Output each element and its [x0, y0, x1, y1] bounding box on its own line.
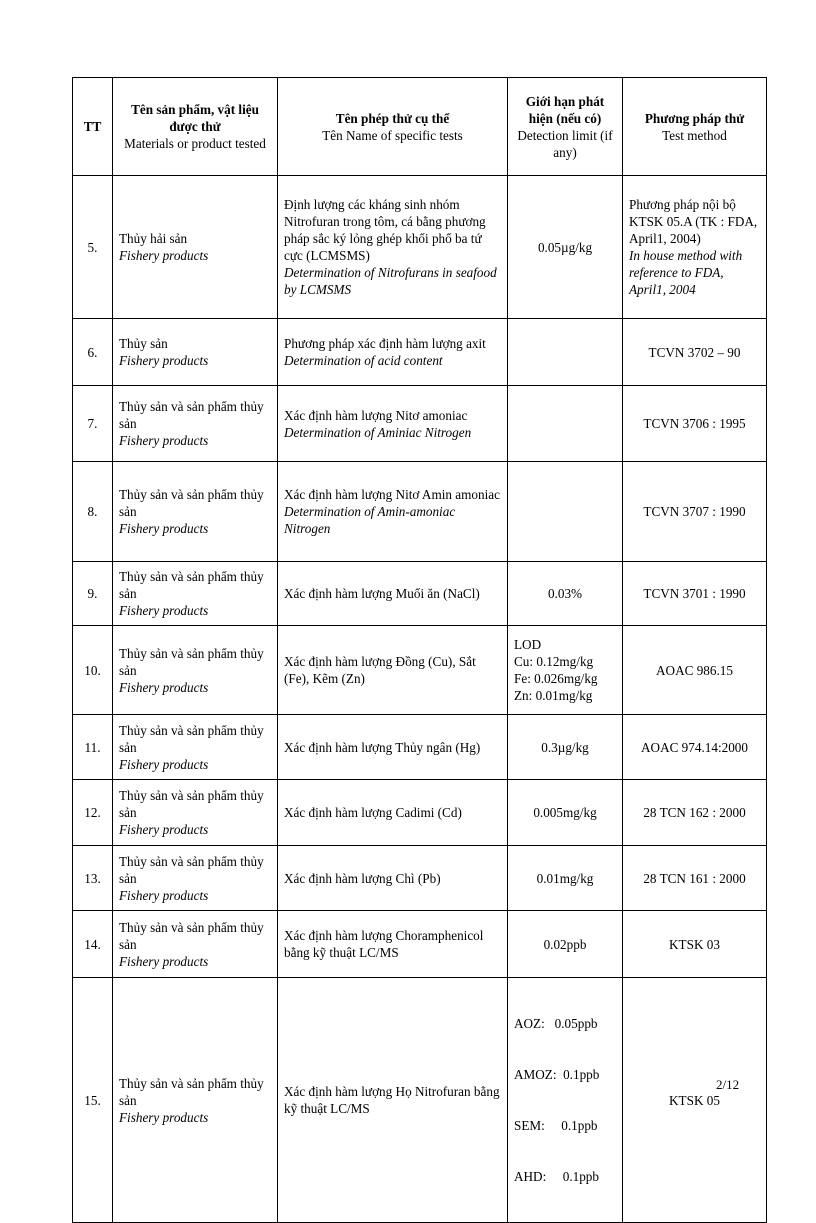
test-cell: Xác định hàm lượng Nitơ Amin amoniac Determination of Amin-amoniac Nitrogen	[278, 462, 508, 562]
test-cell: Xác định hàm lượng Cadimi (Cd)	[278, 780, 508, 846]
row-number: 11.	[73, 715, 113, 780]
table-row	[73, 978, 767, 1223]
product-cell: Thủy sản và sản phẩm thủy sản Fishery products	[113, 562, 278, 626]
table-row	[73, 176, 767, 319]
test-scope-table	[72, 77, 767, 1223]
limit-cell: 0.005mg/kg	[508, 780, 623, 846]
row-number: 14.	[73, 911, 113, 978]
product-cell: Thủy sản và sản phẩm thủy sản Fishery products	[113, 386, 278, 462]
row-number: 10.	[73, 626, 113, 715]
limit-cell: 0.3µg/kg	[508, 715, 623, 780]
test-cell: Xác định hàm lượng Muối ăn (NaCl)	[278, 562, 508, 626]
table-row	[73, 462, 767, 562]
test-cell: Định lượng các kháng sinh nhóm Nitrofuran trong tôm, cá bằng phương pháp sắc ký lỏng ghép khối phổ ba tứ cực (LCMSMS) Determination of Nitrofurans in seafood by LCMSMS	[278, 176, 508, 319]
row-number: 12.	[73, 780, 113, 846]
table-row	[73, 715, 767, 780]
header-method: Phương pháp thử Test method	[623, 78, 767, 176]
method-cell: TCVN 3701 : 1990	[623, 562, 767, 626]
row-number: 8.	[73, 462, 113, 562]
limit-cell: 0.02ppb	[508, 911, 623, 978]
table-row	[73, 562, 767, 626]
test-cell: Xác định hàm lượng Họ Nitrofuran bằng kỹ thuật LC/MS	[278, 978, 508, 1223]
row-number: 7.	[73, 386, 113, 462]
row-number: 13.	[73, 846, 113, 911]
table-row	[73, 626, 767, 715]
method-cell: TCVN 3706 : 1995	[623, 386, 767, 462]
method-cell: TCVN 3707 : 1990	[623, 462, 767, 562]
header-tt: TT	[73, 78, 113, 176]
test-cell: Xác định hàm lượng Chì (Pb)	[278, 846, 508, 911]
table-row	[73, 846, 767, 911]
product-cell: Thủy sản và sản phẩm thủy sản Fishery products	[113, 978, 278, 1223]
product-cell: Thủy sản và sản phẩm thủy sản Fishery products	[113, 626, 278, 715]
method-cell: TCVN 3702 – 90	[623, 319, 767, 386]
method-cell: 28 TCN 161 : 2000	[623, 846, 767, 911]
test-cell: Xác định hàm lượng Đồng (Cu), Sắt (Fe), Kẽm (Zn)	[278, 626, 508, 715]
table-row	[73, 780, 767, 846]
limit-cell	[508, 319, 623, 386]
header-product: Tên sản phẩm, vật liệu được thử Materials or product tested	[113, 78, 278, 176]
header-limit: Giới hạn phát hiện (nếu có) Detection limit (if any)	[508, 78, 623, 176]
limit-cell: 0.03%	[508, 562, 623, 626]
product-cell: Thủy sản và sản phẩm thủy sản Fishery products	[113, 911, 278, 978]
table-row	[73, 319, 767, 386]
test-cell: Xác định hàm lượng Thủy ngân (Hg)	[278, 715, 508, 780]
product-cell: Thủy hải sản Fishery products	[113, 176, 278, 319]
limit-cell	[508, 386, 623, 462]
product-cell: Thủy sản Fishery products	[113, 319, 278, 386]
method-cell: AOAC 986.15	[623, 626, 767, 715]
header-test: Tên phép thử cụ thể Tên Name of specific tests	[278, 78, 508, 176]
method-cell: KTSK 03	[623, 911, 767, 978]
method-cell: AOAC 974.14:2000	[623, 715, 767, 780]
limit-cell	[508, 462, 623, 562]
limit-cell: LOD Cu: 0.12mg/kg Fe: 0.026mg/kg Zn: 0.01mg/kg	[508, 626, 623, 715]
product-cell: Thủy sản và sản phẩm thủy sản Fishery products	[113, 715, 278, 780]
test-cell: Phương pháp xác định hàm lượng axit Determination of acid content	[278, 319, 508, 386]
row-number: 9.	[73, 562, 113, 626]
method-cell: KTSK 05	[623, 978, 767, 1223]
row-number: 15.	[73, 978, 113, 1223]
row-number: 5.	[73, 176, 113, 319]
page-number: 2/12	[716, 1077, 740, 1092]
limit-cell: AOZ: 0.05ppb AMOZ: 0.1ppb SEM: 0.1ppb AHD: 0.1ppb	[508, 978, 623, 1223]
method-cell: Phương pháp nội bộ KTSK 05.A (TK : FDA, April1, 2004) In house method with reference to FDA, April1, 2004	[623, 176, 767, 319]
table-row	[73, 386, 767, 462]
method-cell: 28 TCN 162 : 2000	[623, 780, 767, 846]
limit-cell: 0.05µg/kg	[508, 176, 623, 319]
test-cell: Xác định hàm lượng Nitơ amoniac Determination of Aminiac Nitrogen	[278, 386, 508, 462]
product-cell: Thủy sản và sản phẩm thủy sản Fishery products	[113, 780, 278, 846]
table-row	[73, 911, 767, 978]
limit-cell: 0.01mg/kg	[508, 846, 623, 911]
row-number: 6.	[73, 319, 113, 386]
product-cell: Thủy sản và sản phẩm thủy sản Fishery products	[113, 462, 278, 562]
test-cell: Xác định hàm lượng Choramphenicol bằng kỹ thuật LC/MS	[278, 911, 508, 978]
product-cell: Thủy sản và sản phẩm thủy sản Fishery products	[113, 846, 278, 911]
table-header-row	[73, 78, 767, 176]
